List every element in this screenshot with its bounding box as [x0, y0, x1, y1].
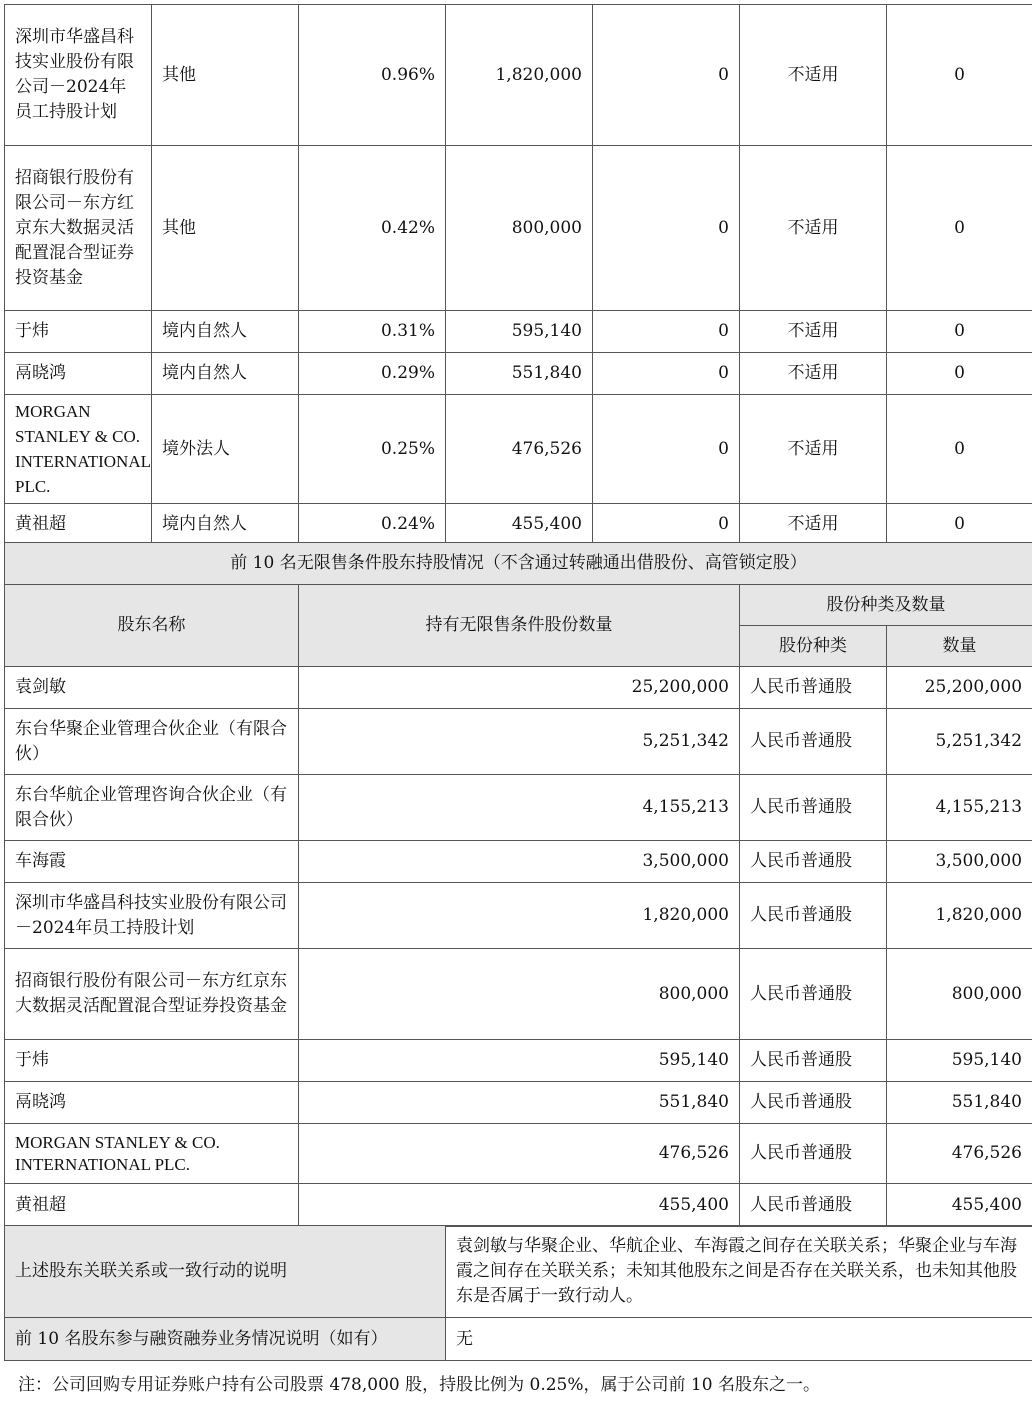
- shareholder-nature: 境内自然人: [152, 353, 299, 395]
- unrestricted-qty: 3,500,000: [299, 841, 740, 883]
- holding-ratio: 0.31%: [299, 311, 446, 353]
- pledge-status: 不适用: [740, 353, 887, 395]
- holding-ratio: 0.24%: [299, 504, 446, 546]
- unrestricted-qty: 800,000: [299, 949, 740, 1040]
- share-type: 人民币普通股: [740, 1124, 887, 1184]
- table-row: [5, 353, 1032, 395]
- share-type: 人民币普通股: [740, 1040, 887, 1082]
- share-type: 人民币普通股: [740, 1184, 887, 1227]
- pledge-quantity: 0: [887, 504, 1032, 546]
- column-header-type-group: 股份种类及数量: [740, 585, 1032, 626]
- table-row: [5, 543, 1032, 585]
- table-row: [5, 709, 1032, 775]
- margin-trading-value: 无: [446, 1318, 1032, 1361]
- shareholder-name: 车海霞: [5, 841, 299, 883]
- table-row: [5, 1040, 1032, 1082]
- pledge-quantity: 0: [887, 353, 1032, 395]
- share-amount: 595,140: [887, 1040, 1032, 1082]
- unrestricted-qty: 4,155,213: [299, 775, 740, 841]
- unrestricted-qty: 595,140: [299, 1040, 740, 1082]
- relation-label: 上述股东关联关系或一致行动的说明: [5, 1226, 446, 1318]
- pledge-quantity: 0: [887, 146, 1032, 311]
- share-type: 人民币普通股: [740, 1082, 887, 1124]
- share-type: 人民币普通股: [740, 883, 887, 949]
- shareholder-nature: 其他: [152, 5, 299, 146]
- share-amount: 455,400: [887, 1184, 1032, 1227]
- shareholder-nature: 境外法人: [152, 395, 299, 504]
- restricted-shares: 0: [593, 311, 740, 353]
- shareholder-nature: 其他: [152, 146, 299, 311]
- holding-shares: 551,840: [446, 353, 593, 395]
- share-type: 人民币普通股: [740, 949, 887, 1040]
- pledge-status: 不适用: [740, 146, 887, 311]
- share-amount: 551,840: [887, 1082, 1032, 1124]
- shareholder-name: 黄祖超: [5, 504, 152, 546]
- shareholder-name: 于炜: [5, 311, 152, 353]
- restricted-shares: 0: [593, 504, 740, 546]
- share-type: 人民币普通股: [740, 709, 887, 775]
- share-amount: 1,820,000: [887, 883, 1032, 949]
- shareholder-name: 黄祖超: [5, 1184, 299, 1227]
- shareholder-name: 于炜: [5, 1040, 299, 1082]
- column-header-type: 股份种类: [740, 626, 887, 667]
- shareholder-nature: 境内自然人: [152, 504, 299, 546]
- unrestricted-qty: 455,400: [299, 1184, 740, 1227]
- table-row: [5, 883, 1032, 949]
- share-amount: 476,526: [887, 1124, 1032, 1184]
- margin-trading-label: 前 10 名股东参与融资融券业务情况说明（如有）: [5, 1318, 446, 1361]
- notes-table: [4, 1225, 1032, 1361]
- table-row: [5, 5, 1032, 146]
- holding-ratio: 0.25%: [299, 395, 446, 504]
- table-row: [5, 1184, 1032, 1227]
- shareholder-name: MORGAN STANLEY & CO. INTERNATIONAL PLC.: [5, 1124, 299, 1184]
- shareholder-name: 招商银行股份有限公司－东方红京东大数据灵活配置混合型证券投资基金: [5, 146, 152, 311]
- table-row: [5, 841, 1032, 883]
- table-row: [5, 395, 1032, 504]
- table-row: [5, 1124, 1032, 1184]
- column-header-amount: 数量: [887, 626, 1032, 667]
- table-row: [5, 667, 1032, 709]
- restricted-shares: 0: [593, 395, 740, 504]
- table-header-row: [5, 585, 1032, 626]
- table-row: [5, 1318, 1032, 1361]
- restricted-shares: 0: [593, 5, 740, 146]
- column-header-qty: 持有无限售条件股份数量: [299, 585, 740, 667]
- shareholder-name: MORGAN STANLEY & CO. INTERNATIONAL PLC.: [5, 395, 152, 504]
- pledge-quantity: 0: [887, 5, 1032, 146]
- shareholder-name: 东台华聚企业管理合伙企业（有限合伙）: [5, 709, 299, 775]
- holding-shares: 455,400: [446, 504, 593, 546]
- holding-shares: 800,000: [446, 146, 593, 311]
- unrestricted-qty: 551,840: [299, 1082, 740, 1124]
- unrestricted-qty: 476,526: [299, 1124, 740, 1184]
- shareholder-name: 招商银行股份有限公司－东方红京东大数据灵活配置混合型证券投资基金: [5, 949, 299, 1040]
- share-type: 人民币普通股: [740, 775, 887, 841]
- unrestricted-shareholders-table: [4, 542, 1032, 1227]
- footnote: 注：公司回购专用证券账户持有公司股票 478,000 股，持股比例为 0.25%，属于公司前 10 名股东之一。: [18, 1375, 820, 1395]
- shareholder-name: 东台华航企业管理咨询合伙企业（有限合伙）: [5, 775, 299, 841]
- holding-ratio: 0.96%: [299, 5, 446, 146]
- share-amount: 25,200,000: [887, 667, 1032, 709]
- section-title: 前 10 名无限售条件股东持股情况（不含通过转融通出借股份、高管锁定股）: [5, 543, 1032, 585]
- share-type: 人民币普通股: [740, 667, 887, 709]
- holding-shares: 1,820,000: [446, 5, 593, 146]
- restricted-shares: 0: [593, 146, 740, 311]
- pledge-status: 不适用: [740, 5, 887, 146]
- share-amount: 4,155,213: [887, 775, 1032, 841]
- share-amount: 5,251,342: [887, 709, 1032, 775]
- table-row: [5, 775, 1032, 841]
- unrestricted-qty: 5,251,342: [299, 709, 740, 775]
- table-row: [5, 146, 1032, 311]
- shareholder-name: 鬲晓鸿: [5, 1082, 299, 1124]
- shareholder-name: 袁剑敏: [5, 667, 299, 709]
- table-row: [5, 311, 1032, 353]
- relation-description: 袁剑敏与华聚企业、华航企业、车海霞之间存在关联关系；华聚企业与车海霞之间存在关联关系；未知其他股东之间是否存在关联关系，也未知其他股东是否属于一致行动人。: [446, 1226, 1032, 1318]
- holding-ratio: 0.42%: [299, 146, 446, 311]
- pledge-quantity: 0: [887, 311, 1032, 353]
- share-amount: 3,500,000: [887, 841, 1032, 883]
- pledge-status: 不适用: [740, 311, 887, 353]
- unrestricted-qty: 25,200,000: [299, 667, 740, 709]
- table-row: [5, 1226, 1032, 1318]
- share-type: 人民币普通股: [740, 841, 887, 883]
- share-amount: 800,000: [887, 949, 1032, 1040]
- pledge-status: 不适用: [740, 395, 887, 504]
- shareholder-name: 深圳市华盛昌科技实业股份有限公司－2024年员工持股计划: [5, 883, 299, 949]
- shareholder-name: 鬲晓鸿: [5, 353, 152, 395]
- shareholder-name: 深圳市华盛昌科技实业股份有限公司－2024年员工持股计划: [5, 5, 152, 146]
- restricted-shares: 0: [593, 353, 740, 395]
- holding-shares: 476,526: [446, 395, 593, 504]
- table-row: [5, 949, 1032, 1040]
- shareholder-nature: 境内自然人: [152, 311, 299, 353]
- top-shareholders-table: [4, 4, 1032, 546]
- table-row: [5, 1082, 1032, 1124]
- unrestricted-qty: 1,820,000: [299, 883, 740, 949]
- table-row: [5, 504, 1032, 546]
- pledge-status: 不适用: [740, 504, 887, 546]
- pledge-quantity: 0: [887, 395, 1032, 504]
- holding-ratio: 0.29%: [299, 353, 446, 395]
- column-header-name: 股东名称: [5, 585, 299, 667]
- holding-shares: 595,140: [446, 311, 593, 353]
